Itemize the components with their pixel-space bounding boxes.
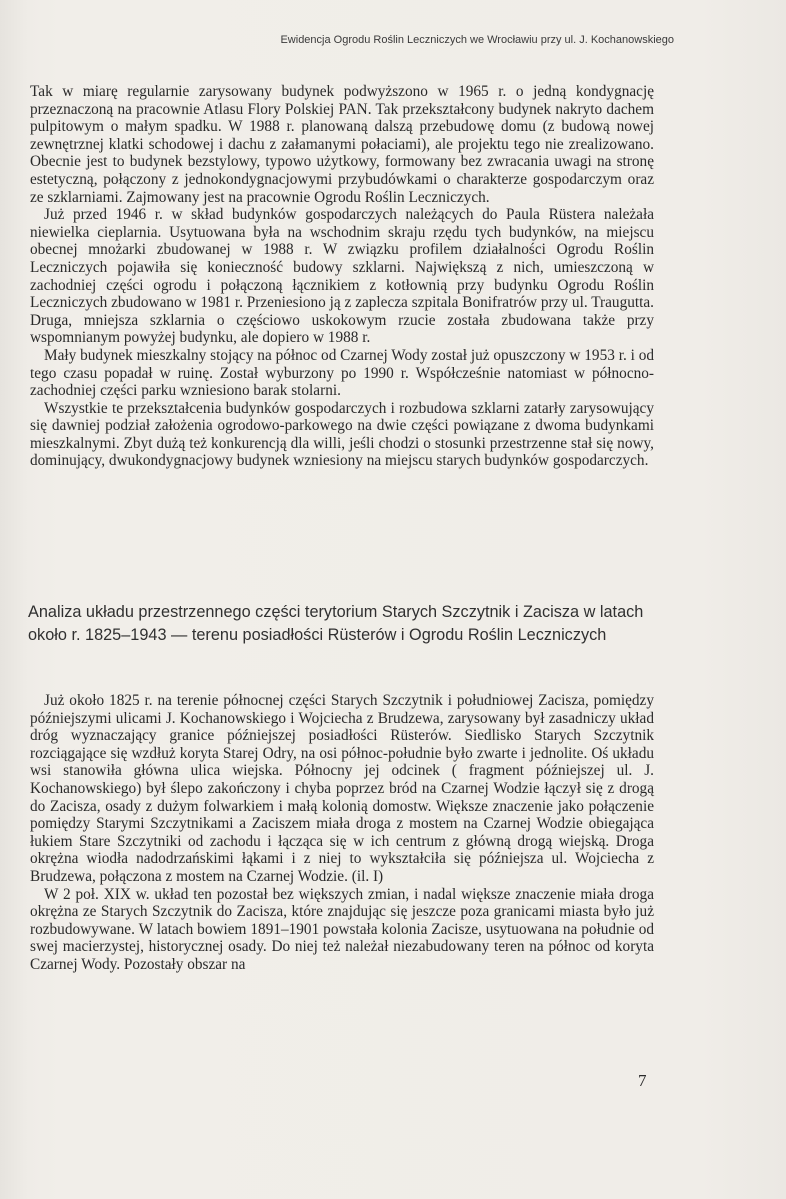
paragraph: Mały budynek mieszkalny stojący na północ od Czarnej Wody został już opuszczony w 1953 r. i od tego czasu popadał w ruinę. Został wyburzony po 1990 r. Współcześnie natomiast w północno-zachodniej części parku wzniesiono barak stolarni. bbox=[30, 346, 654, 400]
paragraph: Wszystkie te przekształcenia budynków gospodarczych i rozbudowa szklarni zatarły zarysowujący się dawniej podział założenia ogrodowo-parkowego na dwie części powiązane z dwoma budynkami mieszkalnymi. Zbyt dużą też konkurencją dla willi, jeśli chodzi o stosunki przestrzenne stał się nowy, dominujący, dwukondygnacjowy budynek wzniesiony na miejscu starych budynków gospodarczych. bbox=[30, 399, 654, 470]
running-header: Ewidencja Ogrodu Roślin Leczniczych we Wrocławiu przy ul. J. Kochanowskiego bbox=[280, 34, 674, 46]
page-number: 7 bbox=[638, 1071, 647, 1090]
paragraph: Już około 1825 r. na terenie północnej części Starych Szczytnik i południowej Zacisza, pomiędzy późniejszymi ulicami J. Kochanowskiego i Wojciecha z Brudzewa, zarysowany był zasadniczy układ dróg wyznaczający granice późniejszej posiadłości Rüsterów. Siedlisko Starych Szczytnik rozciągające się wzdłuż koryta Starej Odry, na osi północ-południe było zwarte i jednolite. Oś układu wsi stanowiła główna ulica wiejska. Północny jej odcinek ( fragment późniejszej ul. J. Kochanowskiego) był ślepo zakończony i chyba poprzez bród na Czarnej Wodzie łączył się z drogą do Zacisza, osady z dużym folwarkiem i małą kolonią domostw. Większe znaczenie jako połączenie pomiędzy Starymi Szczytnikami a Zaciszem miała droga z mostem na Czarnej Wodzie obiegająca łukiem Stare Szczytniki od zachodu i łącząca się w ich centrum z główną drogą wiejską. Droga okrężna wiodła nadodrzańskimi łąkami i z niej to wykształciła się późniejsza ul. Wojciecha z Brudzewa, połączona z mostem na Czarnej Wodzie. (il. I) bbox=[30, 692, 654, 885]
section-1-body bbox=[30, 83, 654, 470]
section-2-body bbox=[30, 692, 654, 974]
section-heading: Analiza układu przestrzennego części terytorium Starych Szczytnik i Zacisza w latach około r. 1825–1943 — terenu posiadłości Rüsterów i Ogrodu Roślin Leczniczych bbox=[28, 603, 644, 644]
paragraph: W 2 poł. XIX w. układ ten pozostał bez większych zmian, i nadal większe znaczenie miała droga okrężna ze Starych Szczytnik do Zacisza, które znajdując się jeszcze poza granicami miasta było już rozbudowywane. W latach bowiem 1891–1901 powstała kolonia Zacisze, usytuowana na południe od swej macierzystej, historycznej osady. Do niej też należał niezabudowany teren na północ od koryta Czarnej Wody. Pozostały obszar na bbox=[30, 885, 654, 973]
paragraph: Już przed 1946 r. w skład budynków gospodarczych należących do Paula Rüstera należała niewielka cieplarnia. Usytuowana była na wschodnim skraju rzędu tych budynków, na miejscu obecnej mnożarki zbudowanej w 1988 r. W związku profilem działalności Ogrodu Roślin Leczniczych pojawiła się konieczność budowy szklarni. Największą z nich, umieszczoną w zachodniej części ogrodu i połączoną łącznikiem z kotłownią przy budynku Ogrodu Roślin Leczniczych zbudowano w 1981 r. Przeniesiono ją z zaplecza szpitala Bonifratrów przy ul. Traugutta. Druga, mniejsza szklarnia o częściowo uskokowym rzucie została zbudowana także przy wspomnianym powyżej budynku, ale dopiero w 1988 r. bbox=[30, 206, 654, 347]
paragraph: Tak w miarę regularnie zarysowany budynek podwyższono w 1965 r. o jedną kondygnację przeznaczoną na pracownie Atlasu Flory Polskiej PAN. Tak przekształcony budynek nakryto dachem pulpitowym o małym spadku. W 1988 r. planowaną dalszą przebudowę domu (z budową nowej zewnętrznej klatki schodowej i dachu z załamanymi połaciami), ale projektu tego nie zrealizowano. Obecnie jest to budynek bezstylowy, typowo użytkowy, formowany bez zwracania uwagi na stronę estetyczną, połączony z jednokondygnacjowymi przybudówkami o charakterze gospodarczym oraz ze szklarniami. Zajmowany jest na pracownie Ogrodu Roślin Leczniczych. bbox=[30, 83, 654, 206]
